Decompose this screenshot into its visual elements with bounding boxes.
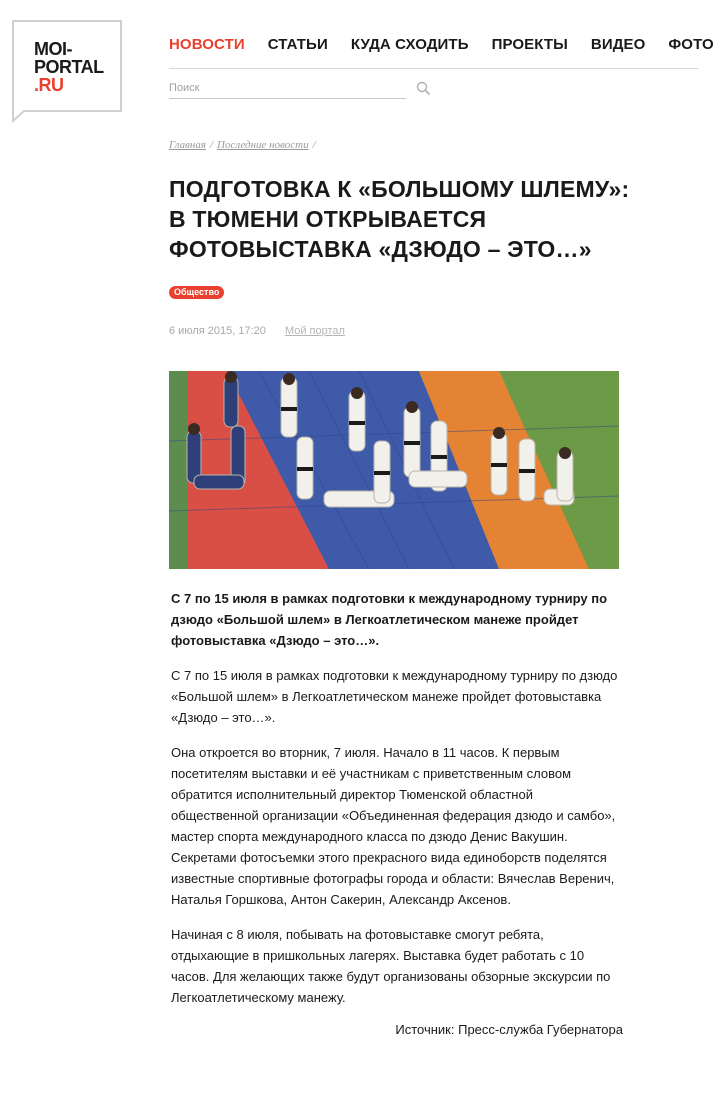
nav-item-where-to-go[interactable]: КУДА СХОДИТЬ bbox=[350, 36, 469, 53]
breadcrumb-separator: / bbox=[312, 139, 316, 151]
search-input[interactable] bbox=[169, 78, 406, 99]
search-bar bbox=[169, 78, 431, 100]
breadcrumb bbox=[169, 139, 320, 151]
source-portal-link[interactable]: Мой портал bbox=[284, 325, 345, 337]
article-meta bbox=[169, 325, 345, 337]
article-paragraph: Она откроется во вторник, 7 июля. Начало в 11 часов. К первым посетителям выставки и её участникам с приветственным словом обратится исполнительный директор Тюменской областной общественной организации «Объединенная федерация дзюдо и самбо», мастер спорта международного класса по дзюдо Денис Вакушин. Секретами фотосъемки этого прекрасного вида единоборств поделятся известные спортивные фотографы города и области: Вячеслав Веренич, Наталья Горшкова, Антон Сакерин, Александр Аксенов. bbox=[171, 745, 616, 907]
site-logo[interactable] bbox=[12, 20, 122, 122]
breadcrumb-home-link[interactable]: Главная bbox=[169, 139, 206, 151]
logo-text bbox=[34, 40, 104, 94]
article-lead: С 7 по 15 июля в рамках подготовки к международному турниру по дзюдо «Большой шлем» в Легкоатлетическом манеже пройдет фотовыставка «Дзюдо – это…». bbox=[171, 591, 608, 648]
nav-item-articles[interactable]: СТАТЬИ bbox=[267, 36, 328, 53]
nav-item-video[interactable]: ВИДЕО bbox=[590, 36, 646, 53]
breadcrumb-latest-news-link[interactable]: Последние новости bbox=[217, 139, 309, 151]
article-paragraph: Начиная с 8 июля, побывать на фотовыставке смогут ребята, отдыхающие в пришкольных лагерях. Выставка будет работать с 10 часов. Для желающих также будут организованы обзорные экскурсии по Легкоатлетическому манежу. bbox=[171, 927, 611, 1005]
logo-line-2: PORTAL bbox=[34, 57, 104, 77]
judo-mats-image bbox=[169, 371, 619, 569]
logo-line-3: .RU bbox=[34, 75, 64, 95]
article-body bbox=[171, 588, 623, 1054]
logo-line-1: MOI- bbox=[34, 39, 72, 59]
page-title: ПОДГОТОВКА К «БОЛЬШОМУ ШЛЕМУ»: В ТЮМЕНИ ОТКРЫВАЕТСЯ ФОТОВЫСТАВКА «ДЗЮДО – ЭТО…» bbox=[169, 176, 630, 262]
main-nav bbox=[169, 36, 714, 69]
category-tag[interactable]: Общество bbox=[169, 286, 224, 299]
nav-item-photo[interactable]: ФОТО bbox=[668, 36, 714, 53]
breadcrumb-separator: / bbox=[209, 139, 214, 151]
nav-item-projects[interactable]: ПРОЕКТЫ bbox=[491, 36, 568, 53]
search-icon[interactable] bbox=[416, 81, 430, 95]
article-source: Источник: Пресс-служба Губернатора bbox=[395, 1022, 623, 1037]
article-paragraph: С 7 по 15 июля в рамках подготовки к международному турниру по дзюдо «Большой шлем» в Легкоатлетическом манеже пройдет фотовыставка «Дзюдо – это…». bbox=[171, 668, 618, 725]
article-date: 6 июля 2015, 17:20 bbox=[169, 325, 266, 337]
article-photo bbox=[169, 371, 619, 569]
nav-item-news[interactable]: НОВОСТИ bbox=[169, 36, 245, 53]
